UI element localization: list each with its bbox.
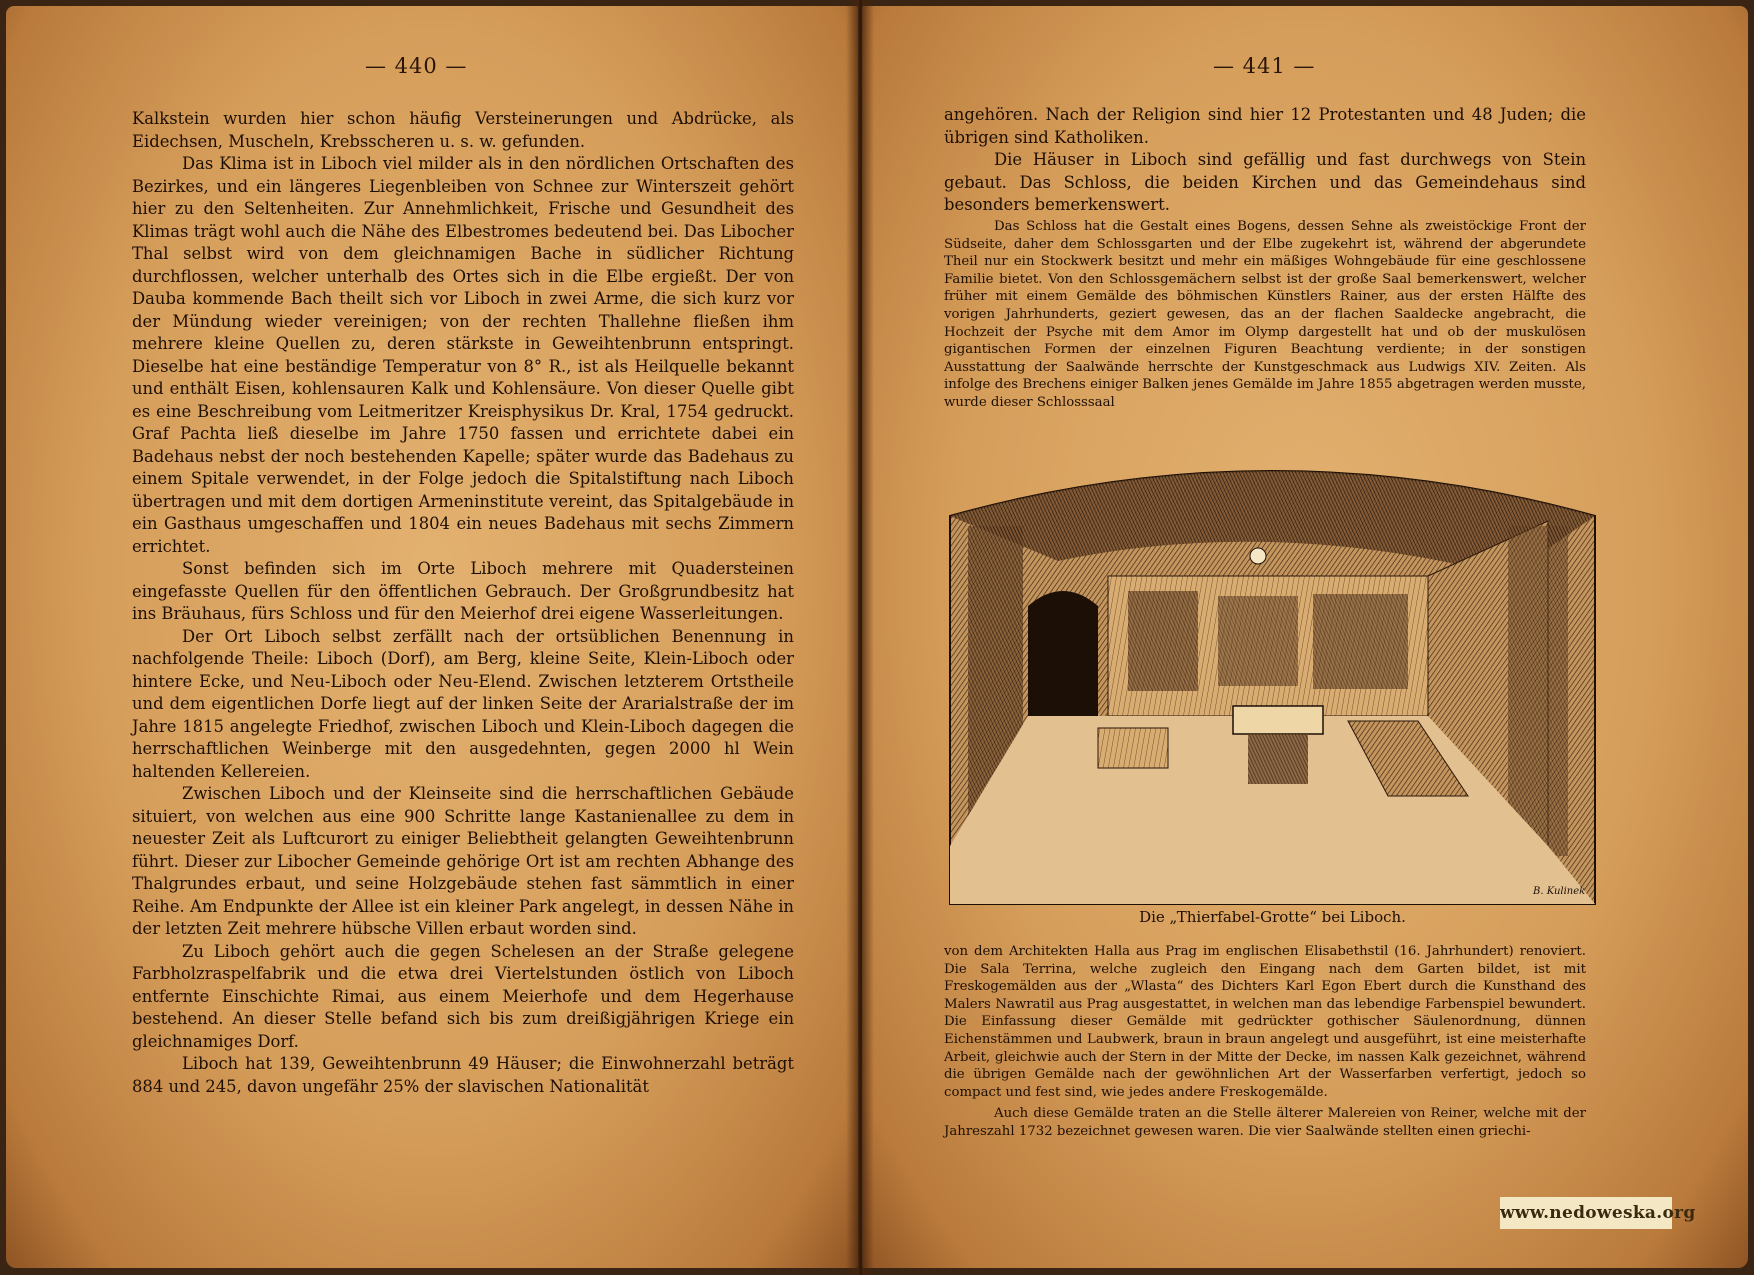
left-page-number: — 440 —	[365, 54, 468, 78]
engraver-signature: B. Kulinek	[1533, 886, 1586, 897]
paragraph: Die Häuser in Liboch sind gefällig und fast durchwegs von Stein gebaut. Das Schloss, die beiden Kirchen und das Gemeindehaus sind besonders bemerkenswert.	[944, 150, 1586, 214]
website-watermark: www.nedoweska.org	[1500, 1197, 1672, 1229]
paragraph: Der Ort Liboch selbst zerfällt nach der ortsüblichen Benennung in nachfolgende Theile: Liboch (Dorf), am Berg, kleine Seite, Klein-Liboch oder hintere Ecke, und Neu-Liboch oder Neu-Elend. Zwischen letzterem Ortstheile und dem eigentlichen Dorfe liegt auf der linken Seite der Ararialstraße der im Jahre 1815 angelegte Friedhof, zwischen Liboch und Klein-Liboch dagegen die herrschaftlichen Weinberge mit den ausgedehnten, gegen 2000 hl Wein haltenden Kellereien.	[132, 626, 794, 781]
grotto-illustration	[948, 466, 1597, 906]
right-page-small-text-bottom	[944, 943, 1586, 1141]
paragraph: Zwischen Liboch und der Kleinseite sind die herrschaftlichen Gebäude situiert, von welchen aus eine 900 Schritte lange Kastanienallee zu dem in neuester Zeit als Luftcurort zu einiger Beliebtheit gelangten Geweihtenbrunn führt. Dieser zur Libocher Gemeinde gehörige Ort ist am rechten Abhange des Thalgrundes erbaut, und seine Holzgebäude stehen fast sämmtlich in einer Reihe. Am Endpunkte der Allee ist ein kleiner Park angelegt, in dessen Nähe in der letzten Zeit mehrere hübsche Villen erbaut worden sind.	[132, 784, 794, 938]
book-gutter	[846, 0, 874, 1275]
left-page-body	[132, 108, 794, 1098]
right-page-number: — 441 —	[1213, 54, 1316, 78]
paragraph: Kalkstein wurden hier schon häufig Versteinerungen und Abdrücke, als Eidechsen, Muscheln, Krebsscheren u. s. w. gefunden.	[132, 109, 794, 151]
right-page-body-large	[944, 104, 1586, 217]
paragraph: Das Schloss hat die Gestalt eines Bogens, dessen Sehne als zweistöckige Front der Südseite, daher dem Schlossgarten und der Elbe zugekehrt ist, während der abgerundete Theil nur ein Stockwerk besitzt und mehr ein mäßiges Wohngebäude für eine geschlossene Familie bietet. Von den Schlossgemächern selbst ist der große Saal bemerkenswert, welcher früher mit einem Gemälde des böhmischen Künstlers Rainer, aus der ersten Hälfte des vorigen Jahrhunderts, geziert gewesen, das an der flachen Saaldecke angebracht, die Hochzeit der Psyche mit dem Amor im Olymp dargestellt hat und ob der muskulösen gigantischen Formen der einzelnen Figuren Beachtung verdiente; in der sonstigen Ausstattung der Saalwände herrschte der Kunstgeschmack aus Ludwigs XIV. Zeiten. Als infolge des Brechens einiger Balken jenes Gemälde im Jahre 1855 abgetragen werden musste, wurde dieser Schlosssaal	[944, 219, 1586, 410]
paragraph: Sonst befinden sich im Orte Liboch mehrere mit Quadersteinen eingefasste Quellen für den öffentlichen Gebrauch. Der Großgrundbesitz hat ins Bräuhaus, fürs Schloss und für den Meierhof drei eigene Wasserleitungen.	[132, 559, 794, 623]
paragraph: Zu Liboch gehört auch die gegen Schelesen an der Straße gelegene Farbholzraspelfabrik und die etwa drei Viertelstunden östlich von Liboch entfernte Einschichte Rimai, aus einem Meierhofe und dem Hegerhause bestehend. An dieser Stelle befand sich bis zum dreißigjährigen Kriege ein gleichnamiges Dorf.	[132, 941, 794, 1051]
right-page-small-text-top	[944, 218, 1586, 412]
figure-caption: Die „Thierfabel-Grotte“ bei Liboch.	[1139, 908, 1406, 926]
paragraph: von dem Architekten Halla aus Prag im englischen Elisabethstil (16. Jahrhundert) renoviert. Die Sala Terrina, welche zugleich den Eingang nach dem Garten bildet, ist mit Freskogemälden aus der „Wlasta“ des Dichters Karl Egon Ebert durch die Kunsthand des Malers Nawratil aus Prag ausgestattet, in welchen man das lebendige Farbenspiel bewundert. Die Einfassung dieser Gemälde mit gedrückter gothischer Säulenordnung, dünnen Eichenstämmen und Laubwerk, braun in braun angelegt und ausgeführt, ist eine meisterhafte Arbeit, gleichwie auch der Stern in der Mitte der Decke, im nassen Kalk gezeichnet, während die übrigen Gemälde nach der gewöhnlichen Art der Wasserfarben verfertigt, jedoch so compact und fest sind, wie jedes andere Freskogemälde.	[944, 944, 1586, 1100]
paragraph: Auch diese Gemälde traten an die Stelle älterer Malereien von Reiner, welche mit der Jahreszahl 1732 bezeichnet gewesen waren. Die vier Saalwände stellten einen griechi-	[944, 1106, 1586, 1139]
paragraph: Liboch hat 139, Geweihtenbrunn 49 Häuser; die Einwohnerzahl beträgt 884 und 245, davon ungefähr 25% der slavischen Nationalität	[132, 1054, 794, 1096]
grotto-engraving	[948, 466, 1597, 906]
paragraph: angehören. Nach der Religion sind hier 12 Protestanten und 48 Juden; die übrigen sind Katholiken.	[944, 105, 1586, 147]
paragraph: Das Klima ist in Liboch viel milder als in den nördlichen Ortschaften des Bezirkes, und ein längeres Liegenbleiben von Schnee zur Winterszeit gehört hier zu den Seltenheiten. Zur Annehmlichkeit, Frische und Gesundheit des Klimas trägt wohl auch die Nähe des Elbestromes bedeutend bei. Das Libocher Thal selbst wird von dem gleichnamigen Bache in südlicher Richtung durchflossen, welcher unterhalb des Ortes sich in die Elbe ergießt. Der von Dauba kommende Bach theilt sich vor Liboch in zwei Arme, die sich kurz vor der Mündung wieder vereinigen; von der rechten Thallehne fließen ihm mehrere kleine Quellen zu, deren stärkste in Geweihtenbrunn entspringt. Dieselbe hat eine beständige Temperatur von 8° R., ist als Heilquelle bekannt und enthält Eisen, kohlensauren Kalk und Kohlensäure. Von dieser Quelle gibt es eine Beschreibung vom Leitmeritzer Kreisphysikus Dr. Kral, 1754 gedruckt. Graf Pachta ließ dieselbe im Jahre 1750 fassen und errichtete dabei ein Badehaus nebst der noch bestehenden Kapelle; später wurde das Badehaus zu einem Spitale verwendet, in der Folge jedoch die Spitalstiftung nach Liboch übertragen und mit dem dortigen Armeninstitute vereint, das Spitalgebäude in ein Gasthaus umgeschaffen und 1804 ein neues Badehaus mit sechs Zimmern errichtet.	[132, 154, 794, 556]
